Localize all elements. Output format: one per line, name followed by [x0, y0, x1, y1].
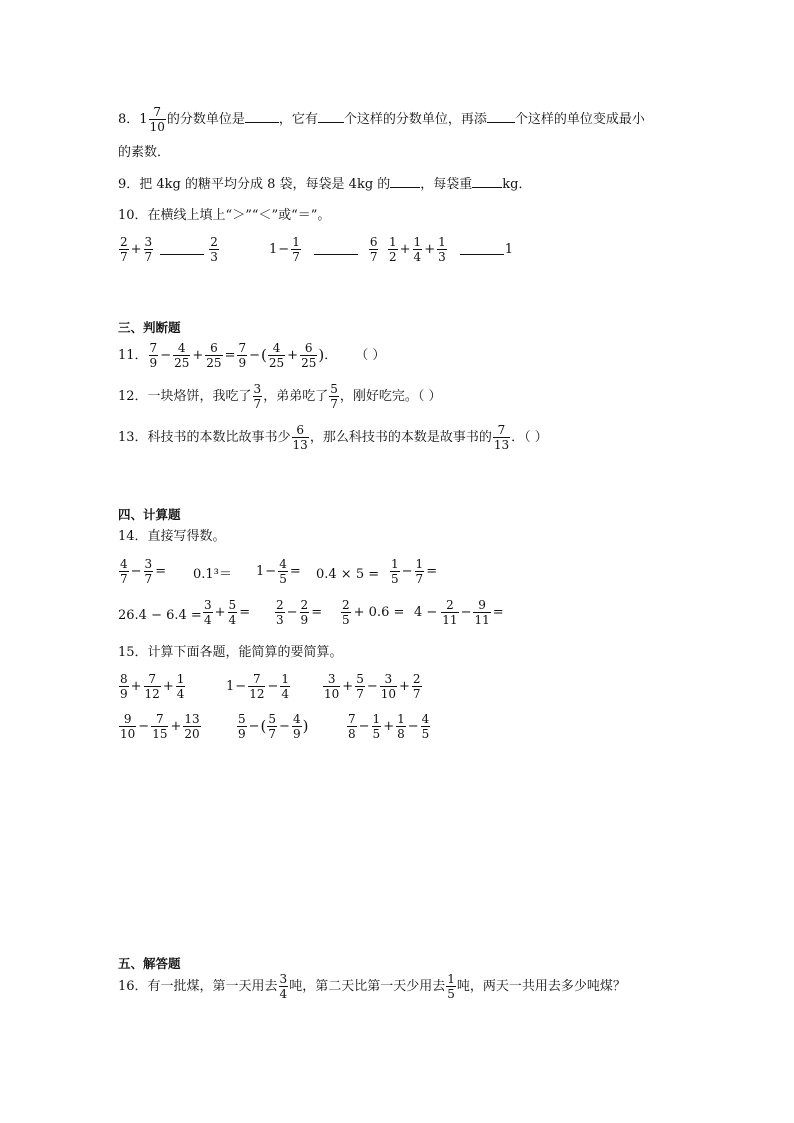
fraction	[323, 673, 340, 700]
denominator: 13	[292, 438, 308, 452]
fraction	[237, 713, 247, 740]
q11-number: 11．	[118, 348, 148, 363]
fraction	[205, 342, 222, 369]
fraction	[267, 713, 277, 740]
numerator: 1	[292, 235, 300, 249]
operator: +	[287, 348, 299, 363]
fraction	[396, 713, 406, 740]
q9-text: ，每袋重	[420, 177, 473, 192]
fraction	[421, 713, 431, 740]
operator: −	[160, 348, 172, 363]
denominator: 7	[120, 250, 128, 264]
fraction	[209, 236, 219, 263]
denominator: 25	[174, 356, 190, 370]
numerator: 2	[342, 598, 350, 612]
denominator: 10	[149, 120, 165, 134]
numerator: 1	[397, 712, 405, 726]
q9-text: kg．	[502, 177, 532, 192]
fraction	[237, 342, 247, 369]
fraction	[292, 424, 309, 451]
operator: +	[162, 679, 174, 694]
operator: =	[289, 564, 301, 579]
calc-item: $\frac{2}{5}$ + 0.6 =	[342, 598, 405, 627]
q10-item-c	[387, 236, 513, 263]
denominator: 7	[144, 250, 153, 264]
operator: −	[358, 719, 370, 734]
numerator: 2	[276, 598, 284, 612]
numerator: 2	[446, 598, 454, 612]
operator: −	[235, 679, 247, 694]
numerator: 7	[238, 341, 247, 355]
calc-item	[118, 558, 167, 585]
fraction	[228, 599, 238, 626]
fraction	[437, 236, 447, 263]
numerator: 3	[279, 972, 288, 986]
numerator: 1	[281, 672, 290, 686]
whole-number: 1	[504, 242, 514, 257]
numerator: 4	[292, 712, 301, 726]
denominator: 4	[413, 250, 422, 264]
numerator: 1	[447, 972, 455, 986]
numerator: 1	[389, 235, 397, 249]
numerator: 2	[300, 598, 309, 612]
fraction	[149, 342, 159, 369]
calc-item	[118, 673, 186, 700]
section-heading: 三、判断题	[118, 320, 181, 335]
denominator: 7	[144, 572, 153, 586]
calc-item	[389, 558, 438, 585]
denominator: 7	[356, 687, 364, 701]
q8-text: 的分数单位是	[166, 112, 245, 127]
numerator: 4	[177, 341, 186, 355]
denominator: 9	[292, 727, 301, 741]
denominator: 5	[342, 613, 350, 627]
q8-whole: 1	[139, 112, 148, 127]
q8-text: ，它有	[278, 112, 318, 127]
fraction	[119, 673, 129, 700]
numerator: 4	[279, 557, 287, 571]
q8-continued: 的素数．	[118, 145, 171, 160]
q13-text: ，那么科技书的本数是故事书的	[309, 430, 492, 445]
denominator: 13	[493, 438, 510, 452]
operator: −	[286, 605, 298, 620]
denominator: 10	[380, 687, 397, 701]
bracket: (	[261, 346, 267, 364]
operator: −	[138, 719, 150, 734]
operator: +	[130, 679, 142, 694]
operator: −	[366, 679, 378, 694]
question-15: 15．计算下面各题，能简算的要简算。	[118, 645, 343, 660]
bracket: (	[260, 717, 267, 735]
denominator: 25	[206, 356, 222, 370]
bracket: )	[302, 717, 309, 735]
calc-item	[274, 599, 323, 626]
denominator: 9	[238, 727, 246, 741]
operator: +	[383, 719, 395, 734]
numerator: 1	[415, 557, 424, 571]
denominator: 4	[279, 987, 288, 1001]
numerator: 1	[372, 712, 381, 726]
fraction	[380, 673, 397, 700]
denominator: 20	[184, 727, 200, 741]
numerator: 3	[384, 672, 393, 686]
fraction	[446, 973, 456, 1000]
fraction	[268, 342, 285, 369]
operator: −	[248, 719, 260, 734]
q12-text: ，弟弟吃了	[263, 389, 329, 404]
numerator: 5	[238, 712, 246, 726]
fraction	[119, 713, 136, 740]
denominator: 25	[301, 356, 317, 370]
denominator: 7	[253, 397, 262, 411]
question-16	[118, 973, 626, 1000]
operator: −	[130, 564, 142, 579]
numerator: 7	[148, 672, 156, 686]
q10-item-b	[269, 236, 379, 263]
numerator: 3	[144, 557, 153, 571]
denominator: 5	[279, 572, 287, 586]
denominator: 4	[204, 613, 212, 627]
numerator: 5	[228, 598, 237, 612]
compare-blank[interactable]	[160, 254, 204, 255]
fraction	[413, 236, 423, 263]
numerator: 7	[497, 423, 506, 437]
numerator: 7	[348, 712, 356, 726]
calc-item	[118, 713, 202, 740]
numerator: 5	[356, 672, 364, 686]
operator: +	[192, 348, 204, 363]
operator: =	[239, 605, 251, 620]
fraction	[176, 673, 186, 700]
denominator: 9	[300, 613, 309, 627]
denominator: 11	[442, 613, 458, 627]
numerator: 9	[478, 598, 486, 612]
compare-blank[interactable]	[460, 254, 504, 255]
denominator: 7	[330, 397, 338, 411]
answer-blank[interactable]	[245, 122, 279, 123]
question-11	[118, 342, 385, 369]
calc-item	[236, 713, 308, 740]
numerator: 7	[156, 712, 164, 726]
fraction	[144, 558, 154, 585]
denominator: 5	[421, 727, 430, 741]
answer-parentheses[interactable]: ．（ ）	[511, 430, 548, 445]
fraction	[493, 424, 510, 451]
fraction	[253, 383, 263, 410]
operator: +	[130, 242, 142, 257]
denominator: 7	[292, 250, 300, 264]
fraction	[280, 673, 290, 700]
fraction	[203, 599, 213, 626]
numerator: 2	[412, 672, 421, 686]
numerator: 5	[330, 382, 338, 396]
section-heading: 五、解答题	[118, 956, 181, 971]
q9-text: 9．把 4kg 的糖平均分成 8 袋，每袋是 4kg 的	[118, 177, 391, 192]
numerator: 7	[153, 105, 162, 119]
q8-text: 个这样的分数单位，再添	[343, 112, 487, 127]
fraction	[151, 713, 168, 740]
denominator: 12	[144, 687, 160, 701]
answer-parentheses[interactable]: ，刚好吃完。（ ）	[339, 389, 442, 404]
numerator: 3	[327, 672, 336, 686]
fraction	[347, 713, 357, 740]
denominator: 2	[389, 250, 397, 264]
numerator: 5	[268, 712, 277, 726]
numerator: 8	[120, 672, 128, 686]
fraction	[119, 236, 129, 263]
denominator: 7	[415, 572, 424, 586]
fraction	[388, 236, 398, 263]
operator: =	[426, 564, 438, 579]
question-12	[118, 383, 441, 410]
calc-item: 4 − $\frac{2}{11}$ − $\frac{9}{11}$ =	[414, 598, 504, 627]
numerator: 13	[184, 712, 200, 726]
numerator: 2	[210, 235, 218, 249]
fraction	[291, 236, 301, 263]
numerator: 7	[149, 341, 158, 355]
denominator: 7	[120, 572, 128, 586]
q16-text: 16．有一批煤，第一天用去	[118, 979, 278, 994]
question-8	[118, 106, 645, 133]
numerator: 6	[304, 341, 313, 355]
fraction	[279, 973, 289, 1000]
operator: =	[224, 348, 236, 363]
answer-blank[interactable]	[390, 187, 420, 188]
compare-blank[interactable]	[314, 254, 358, 255]
question-14: 14．直接写得数。	[118, 529, 226, 544]
fraction	[473, 599, 490, 626]
calc-item: 1 − $\frac{4}{5}$ =	[256, 557, 301, 586]
q16-text: 吨，第二天比第一天少用去	[289, 979, 446, 994]
fraction	[144, 236, 154, 263]
numerator: 2	[120, 235, 128, 249]
numerator: 7	[253, 672, 261, 686]
numerator: 1	[391, 557, 399, 571]
numerator: 3	[204, 598, 212, 612]
denominator: 25	[268, 356, 285, 370]
fraction	[300, 342, 317, 369]
calc-item	[202, 599, 251, 626]
denominator: 7	[369, 250, 378, 264]
denominator: 4	[281, 687, 290, 701]
q16-text: 吨，两天一共用去多少吨煤？	[456, 979, 626, 994]
operator: −	[249, 348, 261, 363]
denominator: 5	[372, 727, 381, 741]
numerator: 9	[123, 712, 132, 726]
fraction	[300, 599, 310, 626]
calc-item	[346, 713, 431, 740]
operator: −	[460, 605, 472, 620]
fraction	[275, 599, 285, 626]
fraction	[412, 673, 422, 700]
operator: −	[407, 719, 419, 734]
fraction	[441, 599, 458, 626]
numerator: 4	[272, 341, 281, 355]
operator: +	[399, 679, 410, 694]
fraction	[183, 713, 200, 740]
fraction	[292, 713, 302, 740]
fraction	[248, 673, 265, 700]
question-10: 10．在横线上填上“＞”“＜”或“＝”。	[118, 208, 331, 223]
operator: +	[342, 679, 354, 694]
operator: −	[401, 564, 413, 579]
denominator: 7	[268, 727, 277, 741]
denominator: 5	[447, 987, 455, 1001]
denominator: 12	[249, 687, 265, 701]
operator: −	[265, 564, 277, 579]
answer-parentheses[interactable]: （ ）	[355, 348, 386, 363]
denominator: 4	[176, 687, 185, 701]
fraction	[149, 106, 166, 133]
numerator: 1	[438, 235, 446, 249]
numerator: 6	[296, 423, 304, 437]
fraction	[415, 558, 425, 585]
question-9	[118, 178, 532, 191]
numerator: 4	[120, 557, 128, 571]
fraction	[390, 558, 400, 585]
fraction	[355, 673, 365, 700]
numerator: 6	[369, 235, 378, 249]
calc-item: 0.1³＝	[193, 567, 232, 582]
answer-blank[interactable]	[318, 122, 344, 123]
bracket: )	[318, 346, 325, 364]
denominator: 8	[397, 727, 405, 741]
numerator: 3	[253, 382, 262, 396]
denominator: 15	[152, 727, 168, 741]
fraction	[119, 558, 129, 585]
denominator: 3	[438, 250, 446, 264]
calc-item: 26.4 − 6.4 =	[118, 608, 202, 623]
calc-item	[322, 673, 423, 700]
fraction	[278, 558, 288, 585]
answer-blank[interactable]	[487, 122, 515, 123]
denominator: 10	[120, 727, 136, 741]
operator: =	[155, 564, 167, 579]
denominator: 4	[228, 613, 237, 627]
numerator: 4	[421, 712, 430, 726]
q13-text: 13．科技书的本数比故事书少	[118, 430, 291, 445]
calc-item: 1 − $\frac{7}{12}$ − $\frac{1}{4}$	[226, 672, 290, 701]
q10-item-a	[118, 236, 220, 263]
fraction	[144, 673, 161, 700]
calc-item: 0.4 × 5 =	[316, 567, 380, 582]
q8-number: 8．	[118, 112, 140, 127]
denominator: 10	[324, 687, 340, 701]
question-13	[118, 424, 548, 451]
fraction	[329, 383, 339, 410]
denominator: 11	[474, 613, 490, 627]
fraction	[341, 599, 351, 626]
denominator: 9	[149, 356, 158, 370]
operator: +	[214, 605, 226, 620]
operator: −	[267, 679, 279, 694]
denominator: 3	[276, 613, 284, 627]
operator: =	[311, 605, 323, 620]
numerator: 3	[144, 235, 153, 249]
q8-text: 个这样的单位变成最小	[514, 112, 645, 127]
operator: −	[278, 242, 290, 257]
denominator: 9	[120, 687, 128, 701]
answer-blank[interactable]	[472, 187, 502, 188]
operator: +	[399, 242, 411, 257]
numerator: 1	[413, 235, 422, 249]
fraction	[369, 236, 379, 263]
numerator: 1	[176, 672, 185, 686]
fraction	[372, 713, 382, 740]
denominator: 7	[412, 687, 421, 701]
q12-text: 12．一块烙饼，我吃了	[118, 389, 252, 404]
period: ．	[324, 348, 338, 363]
denominator: 5	[391, 572, 399, 586]
fraction	[173, 342, 190, 369]
operator: −	[279, 719, 290, 734]
section-heading: 四、计算题	[118, 507, 181, 522]
whole-number: 1	[269, 242, 278, 257]
denominator: 3	[210, 250, 218, 264]
operator: +	[170, 719, 182, 734]
numerator: 6	[210, 341, 218, 355]
denominator: 9	[238, 356, 247, 370]
operator: +	[424, 242, 436, 257]
denominator: 8	[348, 727, 356, 741]
operator: =	[492, 605, 504, 620]
